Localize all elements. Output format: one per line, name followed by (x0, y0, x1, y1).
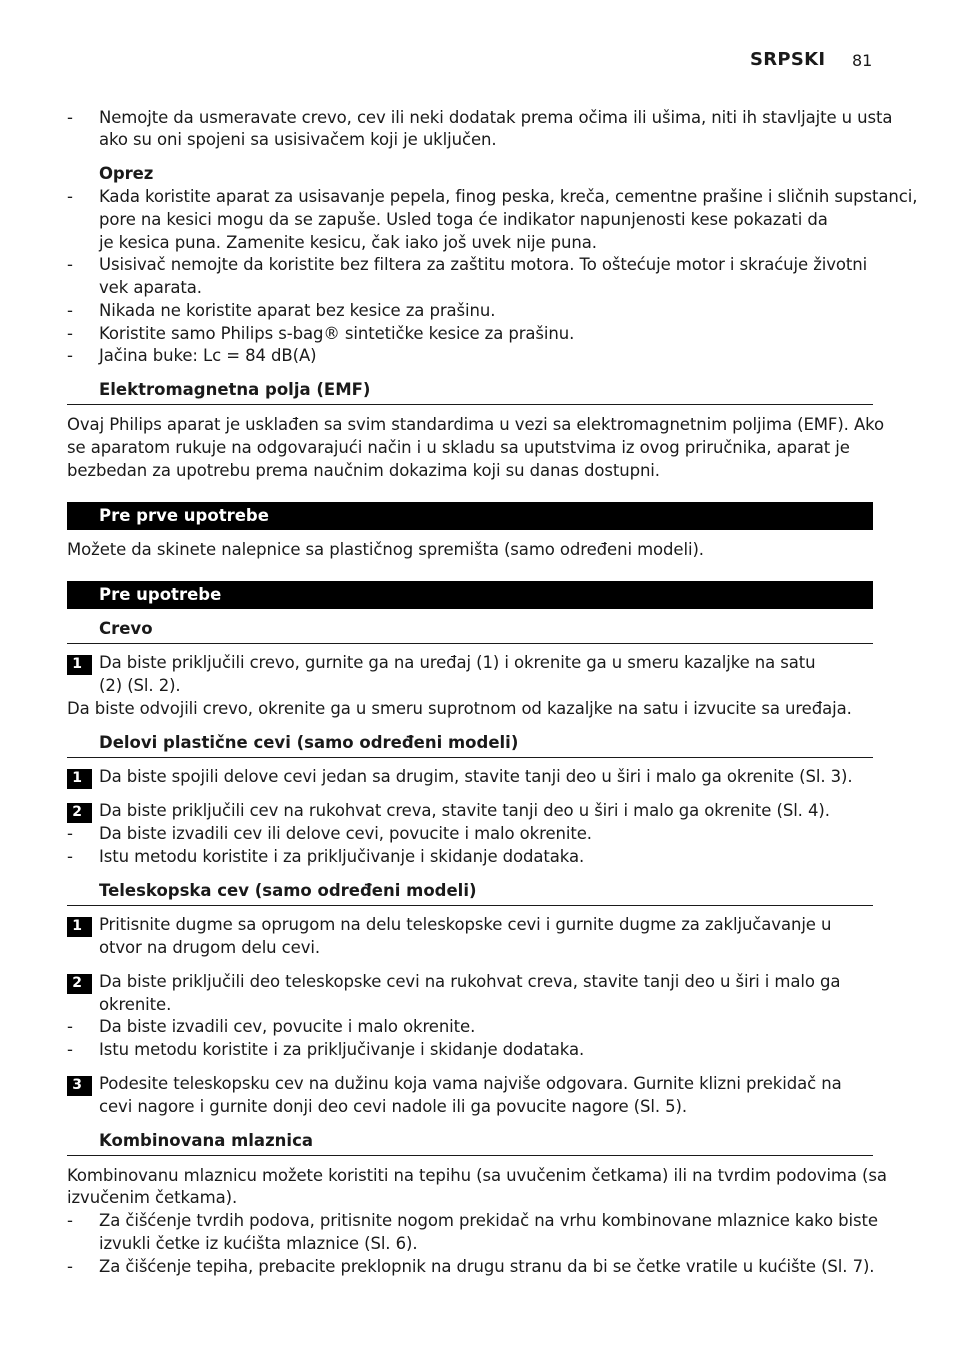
tip-text: Istu metodu koristite i za priključivanje i skidanje dodataka. (99, 1040, 585, 1059)
bullet-dash: - (67, 301, 73, 320)
step-text: Da biste priključili cev na rukohvat creva, stavite tanji deo u širi i malo ga okrenite (Sl. 4). (99, 801, 830, 820)
divider (67, 643, 873, 644)
divider (67, 757, 873, 758)
step-text: okrenite. (99, 995, 172, 1014)
warning-text: Nemojte da usmeravate crevo, cev ili neki dodatak prema očima ili ušima, niti ih stavljajte u usta (99, 108, 893, 127)
caution-item: vek aparata. (99, 278, 202, 297)
tip-text: Za čišćenje tepiha, prebacite preklopnik na drugu stranu da bi se četke vratile u kućište (Sl. 7). (99, 1257, 875, 1276)
bullet-dash: - (67, 187, 73, 206)
section-title: Pre prve upotrebe (99, 506, 269, 525)
nozzle-text: izvučenim četkama). (67, 1188, 238, 1207)
bullet-dash: - (67, 346, 73, 365)
language-label: SRPSKI (750, 49, 826, 70)
bullet-dash: - (67, 824, 73, 843)
step-number: 1 (67, 769, 92, 789)
caution-item: Koristite samo Philips s-bag® sintetičke kesice za prašinu. (99, 324, 575, 343)
step-text: (2) (Sl. 2). (99, 676, 181, 695)
step-number: 2 (67, 803, 92, 823)
page-number: 81 (852, 51, 873, 70)
nozzle-heading: Kombinovana mlaznica (99, 1131, 313, 1150)
hose-heading: Crevo (99, 619, 153, 638)
emf-heading: Elektromagnetna polja (EMF) (99, 380, 371, 399)
step-text: Podesite teleskopsku cev na dužinu koja vama najviše odgovara. Gurnite klizni prekidač na (99, 1074, 842, 1093)
step-text: Da biste spojili delove cevi jedan sa drugim, stavite tanji deo u širi i malo ga okrenite (Sl. 3). (99, 767, 853, 786)
divider (67, 905, 873, 906)
telescopic-heading: Teleskopska cev (samo određeni modeli) (99, 881, 477, 900)
caution-item: Jačina buke: Lc = 84 dB(A) (99, 346, 317, 365)
caution-title: Oprez (99, 164, 154, 183)
section-bar-first-use (67, 502, 873, 530)
step-text: Pritisnite dugme sa oprugom na delu teleskopske cevi i gurnite dugme za zaključavanje u (99, 915, 832, 934)
bullet-dash: - (67, 108, 73, 127)
step-text: Da biste priključili deo teleskopske cevi na rukohvat creva, stavite tanji deo u širi i malo ga (99, 972, 841, 991)
bullet-dash: - (67, 1257, 73, 1276)
caution-item: Kada koristite aparat za usisavanje pepela, finog peska, kreča, cementne prašine i sličnih supstanci, (99, 187, 918, 206)
step-text: cevi nagore i gurnite donji deo cevi nadole ili ga povucite nagore (Sl. 5). (99, 1097, 688, 1116)
bullet-dash: - (67, 1017, 73, 1036)
hose-note: Da biste odvojili crevo, okrenite ga u smeru suprotnom od kazaljke na satu i izvucite sa uređaja. (67, 699, 852, 718)
bullet-dash: - (67, 1040, 73, 1059)
step-text: otvor na drugom delu cevi. (99, 938, 320, 957)
emf-text: Ovaj Philips aparat je usklađen sa svim standardima u vezi sa elektromagnetnim poljima (EMF). Ako (67, 415, 885, 434)
warning-text: ako su oni spojeni sa usisivačem koji je uključen. (99, 130, 497, 149)
step-text: Da biste priključili crevo, gurnite ga na uređaj (1) i okrenite ga u smeru kazaljke na satu (99, 653, 816, 672)
emf-text: bezbedan za upotrebu prema naučnim dokazima koji su danas dostupni. (67, 461, 660, 480)
tube-parts-heading: Delovi plastične cevi (samo određeni modeli) (99, 733, 519, 752)
caution-item: Nikada ne koristite aparat bez kesice za prašinu. (99, 301, 496, 320)
section-bar-before-use (67, 581, 873, 609)
divider (67, 1155, 873, 1156)
bullet-dash: - (67, 255, 73, 274)
bullet-dash: - (67, 1211, 73, 1230)
divider (67, 404, 873, 405)
bullet-dash: - (67, 847, 73, 866)
tip-text: Da biste izvadili cev, povucite i malo okrenite. (99, 1017, 476, 1036)
step-number: 1 (67, 917, 92, 937)
emf-text: se aparatom rukuje na odgovarajući način i u skladu sa uputstvima iz ovog priručnika, aparat je (67, 438, 850, 457)
tip-text: izvukli četke iz kućišta mlaznice (Sl. 6). (99, 1234, 418, 1253)
tip-text: Za čišćenje tvrdih podova, pritisnite nogom prekidač na vrhu kombinovane mlaznice kako biste (99, 1211, 878, 1230)
caution-item: Usisivač nemojte da koristite bez filtera za zaštitu motora. To oštećuje motor i skraćuje životni (99, 255, 868, 274)
tip-text: Istu metodu koristite i za priključivanje i skidanje dodataka. (99, 847, 585, 866)
caution-item: pore na kesici mogu da se zapuše. Usled toga će indikator napunjenosti kese pokazati da (99, 210, 828, 229)
tip-text: Da biste izvadili cev ili delove cevi, povucite i malo okrenite. (99, 824, 592, 843)
bullet-dash: - (67, 324, 73, 343)
step-number: 1 (67, 655, 92, 675)
section-title: Pre upotrebe (99, 585, 222, 604)
caution-item: je kesica puna. Zamenite kesicu, čak iako još uvek nije puna. (99, 233, 597, 252)
step-number: 3 (67, 1076, 92, 1096)
nozzle-text: Kombinovanu mlaznicu možete koristiti na tepihu (sa uvučenim četkama) ili na tvrdim podovima (sa (67, 1166, 887, 1185)
step-number: 2 (67, 974, 92, 994)
first-use-text: Možete da skinete nalepnice sa plastičnog spremišta (samo određeni modeli). (67, 540, 704, 559)
